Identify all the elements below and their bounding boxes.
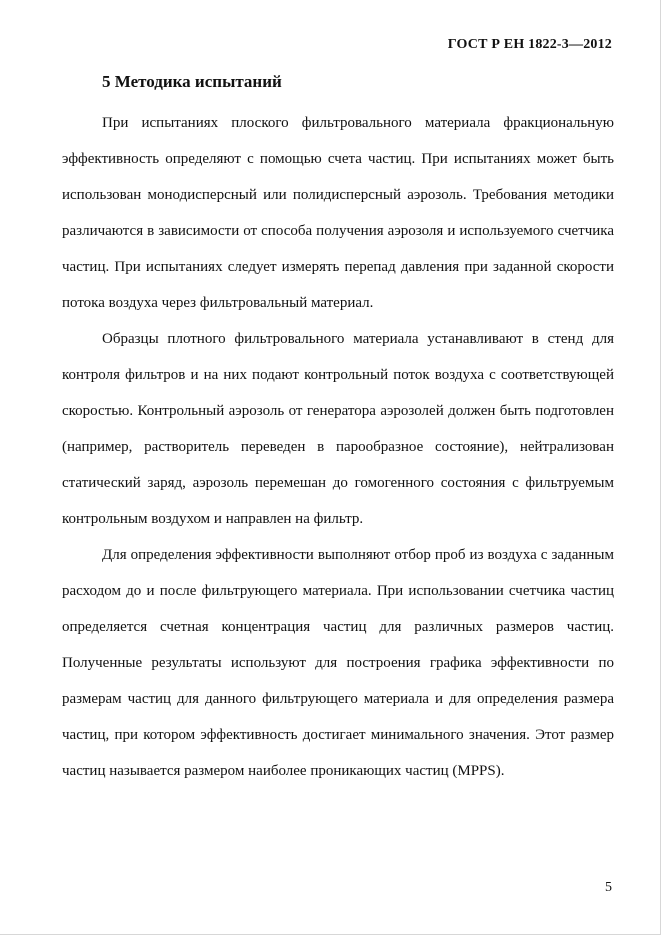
page-number: 5 (605, 880, 612, 895)
paragraph: При испытаниях плоского фильтровального материала фракциональную эффективность определяют с помощью счета частиц. При испытаниях может быть использован монодисперсный или полидисперсный аэрозоль. Требования методики различаются в зависимости от способа получения аэрозоля и используемого счетчика частиц. При испытаниях следует измерять перепад давления при заданной скорости потока воздуха через фильтровальный материал. (62, 115, 614, 311)
section-title: 5 Методика испытаний (102, 72, 282, 91)
document-header: ГОСТ Р ЕН 1822-3—2012 (447, 37, 612, 52)
paragraph: Образцы плотного фильтровального материала устанавливают в стенд для контроля фильтров и на них подают контрольный поток воздуха с соответствующей скоростью. Контрольный аэрозоль от генератора аэрозолей должен быть подготовлен (например, растворитель переведен в парообразное состояние), нейтрализован статический заряд, аэрозоль перемешан до гомогенного состояния с фильтруемым контрольным воздухом и направлен на фильтр. (62, 331, 614, 527)
body-text (62, 105, 614, 789)
paragraph: Для определения эффективности выполняют отбор проб из воздуха с заданным расходом до и после фильтрующего материала. При использовании счетчика частиц определяется счетная концентрация частиц для различных размеров частиц. Полученные результаты используют для построения графика эффективности по размерам частиц для данного фильтрующего материала и для определения размера частиц, при котором эффективность достигает минимального значения. Этот размер частиц называется размером наиболее проникающих частиц (MPPS). (62, 547, 614, 779)
